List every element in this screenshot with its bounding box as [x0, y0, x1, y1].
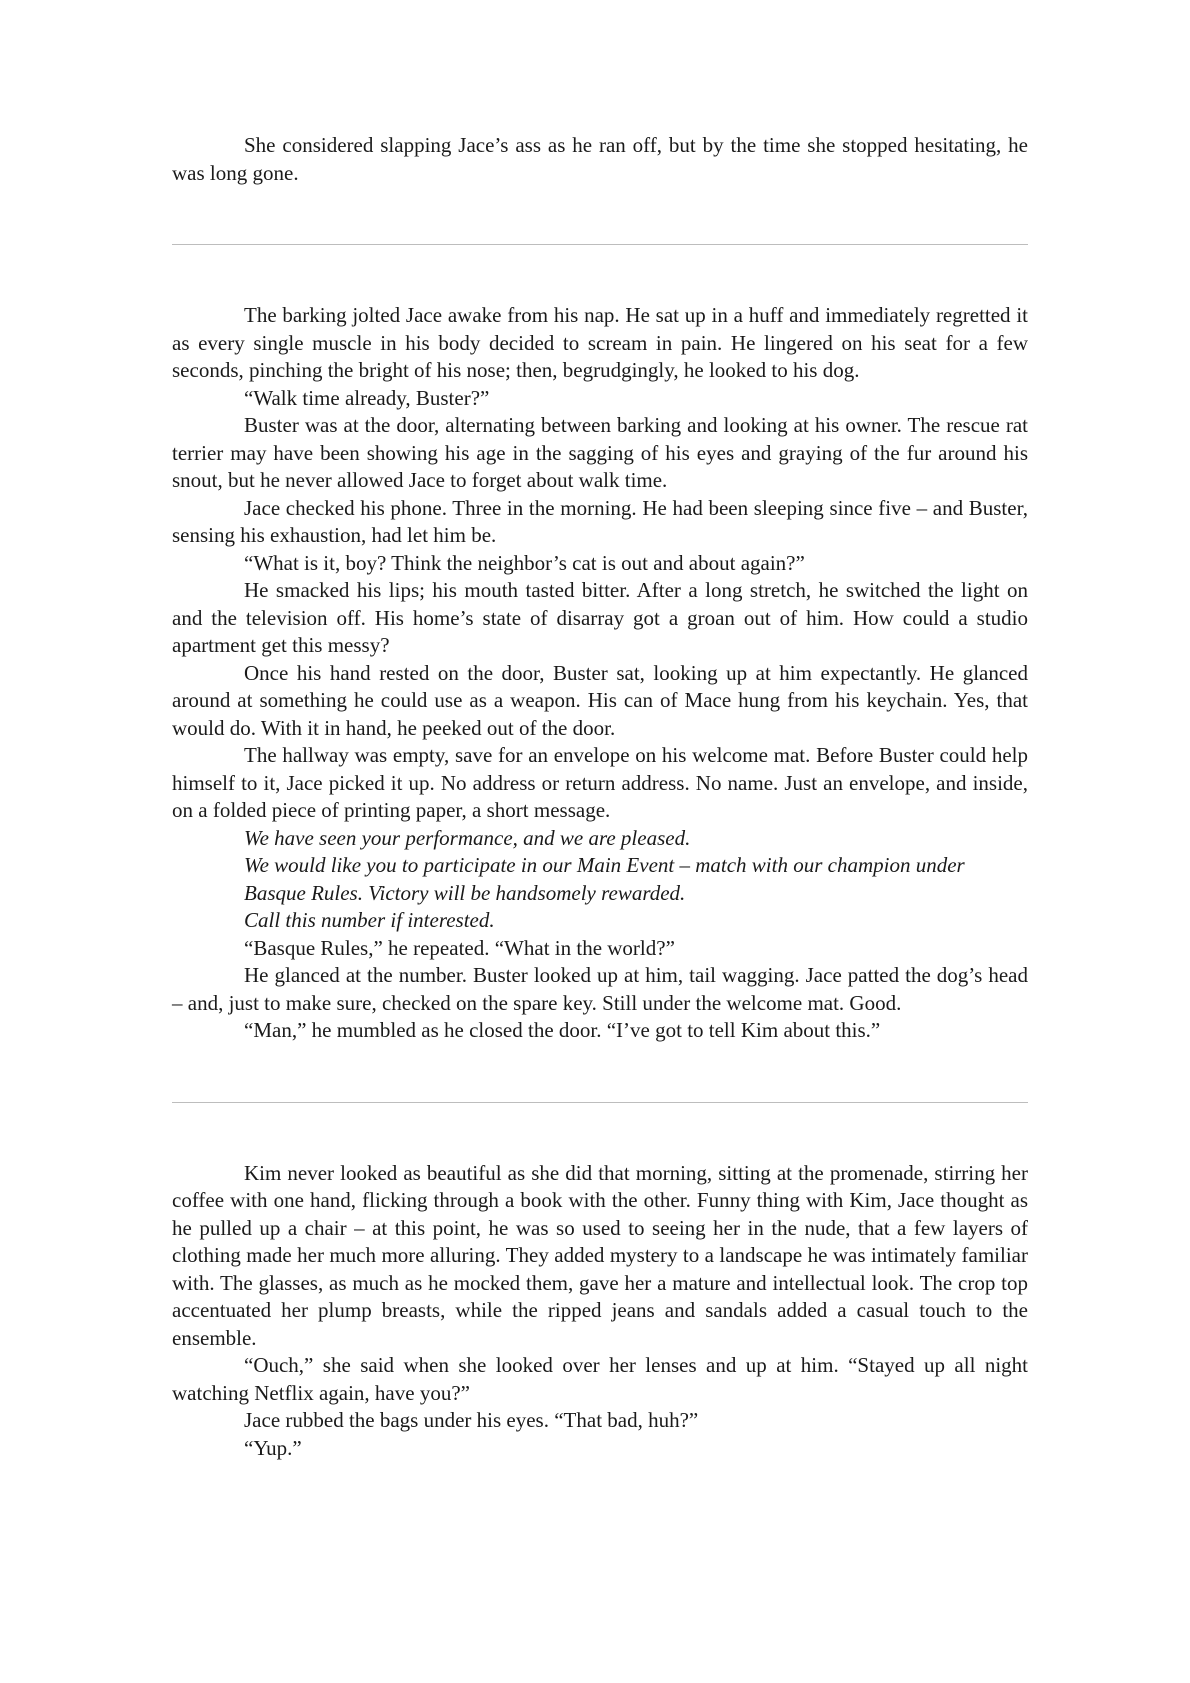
- paragraph: Jace checked his phone. Three in the morning. He had been sleeping since five – and Buster, sensing his exhaustion, had let him be.: [172, 495, 1028, 547]
- paragraph: “Walk time already, Buster?”: [244, 385, 490, 410]
- paragraph: The barking jolted Jace awake from his nap. He sat up in a huff and immediately regretted it as every single muscle in his body decided to scream in pain. He lingered on his seat for a few seconds, pinching the bright of his nose; then, begrudgingly, he looked to his dog.: [172, 303, 1028, 382]
- paragraph: He glanced at the number. Buster looked up at him, tail wagging. Jace patted the dog’s head – and, just to make sure, checked on the spare key. Still under the welcome mat. Good.: [172, 963, 1028, 1015]
- paragraph: Jace rubbed the bags under his eyes. “That bad, huh?”: [244, 1408, 699, 1432]
- paragraph: “Yup.”: [244, 1435, 302, 1460]
- paragraph: She considered slapping Jace’s ass as he ran off, but by the time she stopped hesitating, he was long gone.: [172, 133, 1028, 185]
- paragraph: The hallway was empty, save for an envelope on his welcome mat. Before Buster could help himself to it, Jace picked it up. No address or return address. No name. Just an envelope, and inside, on a folded piece of printing paper, a short message.: [172, 743, 1028, 822]
- document-page: [172, 132, 1028, 1462]
- paragraph: “Man,” he mumbled as he closed the door. “I’ve got to tell Kim about this.”: [244, 1018, 881, 1042]
- letter-message-line: Call this number if interested.: [244, 908, 495, 932]
- paragraph: He smacked his lips; his mouth tasted bitter. After a long stretch, he switched the light on and the television off. His home’s state of disarray got a groan out of him. How could a studio apartment get this messy?: [172, 578, 1028, 657]
- paragraph: Kim never looked as beautiful as she did that morning, sitting at the promenade, stirring her coffee with one hand, flicking through a book with the other. Funny thing with Kim, Jace thought as he pulled up a chair – at this point, he was so used to seeing her in the nude, that a few layers of clothing made her much more alluring. They added mystery to a landscape he was intimately familiar with. The glasses, as much as he mocked them, gave her a mature and intellectual look. The crop top accentuated her plump breasts, while the ripped jeans and sandals added a casual touch to the ensemble.: [172, 1160, 1028, 1350]
- paragraph: “Basque Rules,” he repeated. “What in the world?”: [244, 935, 675, 960]
- paragraph: “Ouch,” she said when she looked over her lenses and up at him. “Stayed up all night watching Netflix again, have you?”: [172, 1353, 1028, 1405]
- letter-message-line: We have seen your performance, and we are pleased.: [244, 825, 691, 850]
- letter-message-line: We would like you to participate in our Main Event – match with our champion under Basque Rules. Victory will be handsomely rewarded.: [244, 853, 965, 905]
- paragraph: Buster was at the door, alternating between barking and looking at his owner. The rescue rat terrier may have been showing his age in the sagging of his eyes and graying of the fur around his snout, but he never allowed Jace to forget about walk time.: [172, 413, 1028, 492]
- paragraph: Once his hand rested on the door, Buster sat, looking up at him expectantly. He glanced around at something he could use as a weapon. His can of Mace hung from his keychain. Yes, that would do. With it in hand, he peeked out of the door.: [172, 660, 1028, 740]
- paragraph: “What is it, boy? Think the neighbor’s cat is out and about again?”: [244, 550, 805, 575]
